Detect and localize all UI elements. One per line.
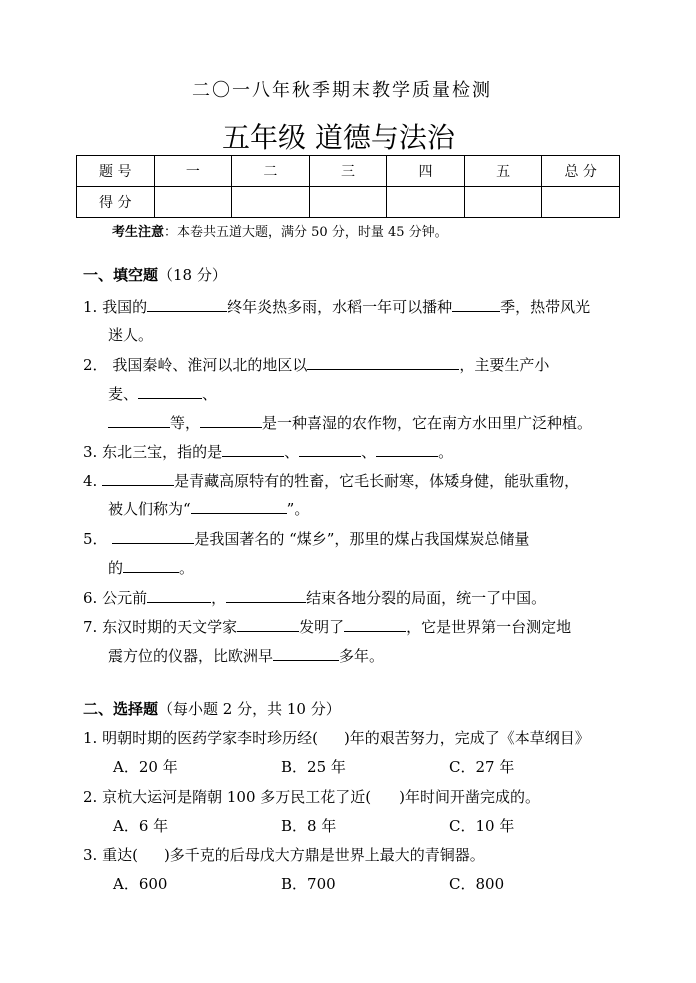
score-table-cell: 题 号 xyxy=(77,156,155,187)
question-text: 我国秦岭、淮河以北的地区以 xyxy=(112,356,308,374)
fill-question-1-cont: 迷人。 xyxy=(108,326,154,344)
answer-blank[interactable] xyxy=(102,471,174,486)
question-number: 2. xyxy=(83,788,98,806)
answer-blank[interactable] xyxy=(273,646,339,661)
section2-score: （每小题 2 分，共 10 分） xyxy=(158,700,341,718)
question-text: ，主要生产小 xyxy=(459,356,550,374)
question-number: 2． xyxy=(83,356,108,374)
fill-question-7-cont xyxy=(108,645,384,666)
section2-heading xyxy=(83,698,341,719)
answer-blank[interactable] xyxy=(376,442,438,457)
question-number: 4. xyxy=(83,472,98,490)
choice-option-c[interactable]: C．10 年 xyxy=(449,817,515,835)
question-text: ， xyxy=(211,589,227,607)
question-text: 重达( xyxy=(102,846,138,864)
question-number: 1. xyxy=(83,729,98,747)
question-text: )年时间开凿完成的。 xyxy=(399,788,540,806)
fill-question-6 xyxy=(83,587,546,608)
question-text: 、 xyxy=(361,443,377,461)
question-text: 是一种喜湿的农作物，它在南方水田里广泛种植。 xyxy=(262,414,593,432)
answer-blank[interactable] xyxy=(147,588,211,603)
question-text: 、 xyxy=(284,443,300,461)
score-table-header-row xyxy=(77,156,620,187)
section2-title: 二、选择题 xyxy=(83,700,159,718)
choice-option-b[interactable]: B．25 年 xyxy=(281,758,346,776)
question-text: 等， xyxy=(170,414,201,432)
question-text: 。 xyxy=(179,559,195,577)
question-text: )年的艰苦努力，完成了《本草纲目》 xyxy=(343,729,590,747)
question-text: 京杭大运河是隋朝 100 多万民工花了近( xyxy=(102,788,372,806)
answer-blank[interactable] xyxy=(237,617,299,632)
choice-question-1 xyxy=(83,727,590,748)
score-input-cell[interactable] xyxy=(309,187,387,218)
choice-option-b[interactable]: B．8 年 xyxy=(281,817,337,835)
answer-blank[interactable] xyxy=(200,413,262,428)
question-text: 东北三宝，指的是 xyxy=(102,443,223,461)
score-input-cell[interactable] xyxy=(154,187,232,218)
choice-option-c[interactable]: C．27 年 xyxy=(449,758,515,776)
answer-blank[interactable] xyxy=(299,442,361,457)
question-number: 6. xyxy=(83,589,98,607)
exam-heading: 二〇一八年秋季期末教学质量检测 xyxy=(192,80,492,101)
fill-question-2 xyxy=(83,354,549,375)
fill-question-5 xyxy=(83,528,529,549)
question-text: ，它是世界第一台测定地 xyxy=(406,618,572,636)
score-table-cell: 二 xyxy=(232,156,310,187)
choice-question-2 xyxy=(83,786,540,807)
answer-blank[interactable] xyxy=(123,558,179,573)
question-text: 终年炎热多雨，水稻一年可以播种 xyxy=(227,298,453,316)
question-text: 。 xyxy=(438,443,454,461)
section1-title: 一、填空题 xyxy=(83,266,159,284)
choice-question-3 xyxy=(83,844,485,865)
question-text: 我国的 xyxy=(102,298,148,316)
fill-question-4 xyxy=(83,470,579,491)
score-table-cell: 四 xyxy=(387,156,465,187)
question-number: 7. xyxy=(83,618,98,636)
section1-score: （18 分） xyxy=(158,266,227,284)
question-text: 是青藏高原特有的牲畜，它毛长耐寒，体矮身健，能驮重物， xyxy=(174,472,580,490)
question-text: 东汉时期的天文学家 xyxy=(102,618,238,636)
question-text: 是我国著名的 “煤乡”，那里的煤占我国煤炭总储量 xyxy=(194,530,530,548)
answer-blank[interactable] xyxy=(222,442,284,457)
choice-option-a[interactable]: A．600 xyxy=(113,875,168,893)
question-number: 3. xyxy=(83,443,98,461)
score-input-cell[interactable] xyxy=(542,187,620,218)
fill-question-3 xyxy=(83,441,453,462)
question-text: ”。 xyxy=(286,500,310,518)
fill-question-2-line2 xyxy=(108,383,217,404)
fill-question-4-cont xyxy=(108,498,309,519)
question-text: 、 xyxy=(202,385,218,403)
question-text: 麦、 xyxy=(108,385,139,403)
question-number: 1. xyxy=(83,298,98,316)
question-text: 公元前 xyxy=(102,589,148,607)
exam-notice xyxy=(112,221,448,240)
fill-question-1 xyxy=(83,296,590,317)
question-number: 3. xyxy=(83,846,98,864)
answer-blank[interactable] xyxy=(108,413,170,428)
answer-blank[interactable] xyxy=(452,297,500,312)
answer-blank[interactable] xyxy=(191,499,287,514)
score-input-cell[interactable] xyxy=(232,187,310,218)
answer-blank[interactable] xyxy=(138,384,202,399)
answer-blank[interactable] xyxy=(147,297,227,312)
score-table-cell: 一 xyxy=(154,156,232,187)
score-input-cell[interactable] xyxy=(464,187,542,218)
fill-question-7 xyxy=(83,616,571,637)
choice-option-b[interactable]: B．700 xyxy=(281,875,336,893)
score-input-cell[interactable] xyxy=(387,187,465,218)
question-text: 明朝时期的医药学家李时珍历经( xyxy=(102,729,318,747)
choice-option-a[interactable]: A．20 年 xyxy=(113,758,178,776)
question-text: 发明了 xyxy=(299,618,345,636)
question-text: 多年。 xyxy=(339,647,385,665)
answer-blank[interactable] xyxy=(112,529,194,544)
answer-blank[interactable] xyxy=(307,355,459,370)
question-text: 结束各地分裂的局面，统一了中国。 xyxy=(306,589,547,607)
notice-text: ：本卷共五道大题，满分 50 分，时量 45 分钟。 xyxy=(164,225,448,240)
question-text: )多千克的后母戊大方鼎是世界上最大的青铜器。 xyxy=(163,846,485,864)
score-table-cell: 得 分 xyxy=(77,187,155,218)
fill-question-5-cont xyxy=(108,557,194,578)
answer-blank[interactable] xyxy=(344,617,406,632)
notice-label: 考生注意 xyxy=(112,225,165,240)
choice-option-a[interactable]: A．6 年 xyxy=(113,817,169,835)
score-table xyxy=(76,155,620,218)
exam-title: 五年级 道德与法治 xyxy=(222,121,455,154)
score-table-cell: 五 xyxy=(464,156,542,187)
score-table-cell: 三 xyxy=(309,156,387,187)
score-table-cell: 总 分 xyxy=(542,156,620,187)
fill-question-2-line3 xyxy=(108,412,592,433)
score-table-score-row xyxy=(77,187,620,218)
question-number: 5． xyxy=(83,530,108,548)
question-text: 季，热带风光 xyxy=(500,298,591,316)
section1-heading xyxy=(83,264,227,285)
answer-blank[interactable] xyxy=(226,588,306,603)
question-text: 被人们称为“ xyxy=(108,500,191,518)
choice-option-c[interactable]: C．800 xyxy=(449,875,505,893)
question-text: 的 xyxy=(108,559,124,577)
question-text: 震方位的仪器，比欧洲早 xyxy=(108,647,274,665)
